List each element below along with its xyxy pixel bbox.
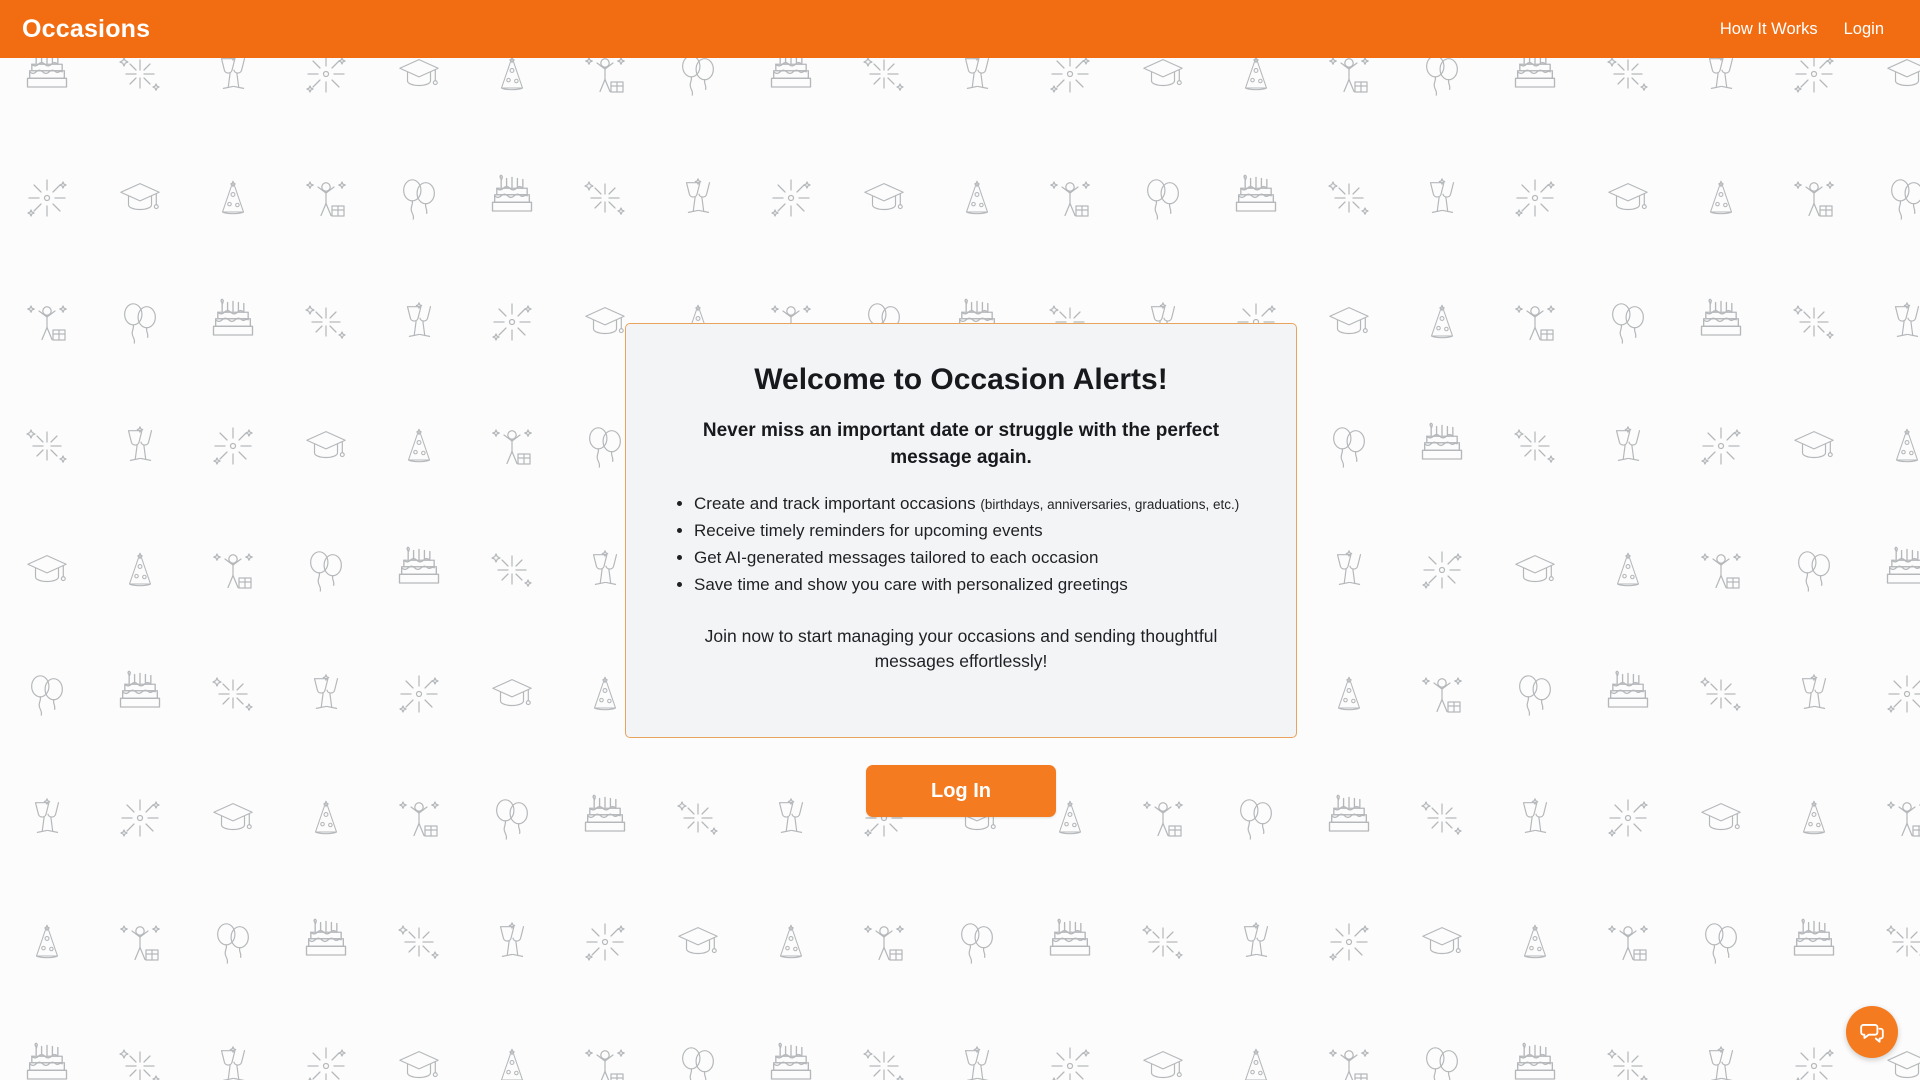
celebrating-person-icon: [1023, 143, 1116, 253]
graduation-cap-icon: [93, 143, 186, 253]
party-hat-icon: [1860, 391, 1920, 501]
nav-link-how-it-works[interactable]: How It Works: [1719, 19, 1818, 38]
graduation-cap-icon: [1674, 763, 1767, 873]
feature-note: (birthdays, anniversaries, graduations, etc.): [980, 497, 1240, 513]
party-hat-icon: [930, 143, 1023, 253]
balloons-icon: [651, 58, 744, 129]
cake-icon: [744, 1011, 837, 1080]
celebrating-person-icon: [837, 887, 930, 997]
sparkle-icon: [0, 391, 93, 501]
balloons-icon: [930, 887, 1023, 997]
cake-icon: [93, 639, 186, 749]
party-hat-icon: [186, 143, 279, 253]
celebrating-person-icon: [0, 267, 93, 377]
celebrating-person-icon: [1767, 143, 1860, 253]
sparkle-icon: [1395, 763, 1488, 873]
celebrating-person-icon: [558, 58, 651, 129]
fireworks-icon: [1581, 763, 1674, 873]
sparkle-icon: [1674, 639, 1767, 749]
champagne-toast-icon: [1674, 58, 1767, 129]
list-item: [694, 545, 1260, 571]
cake-icon: [1674, 267, 1767, 377]
graduation-cap-icon: [0, 515, 93, 625]
navbar-links: [1720, 20, 1898, 39]
cake-icon: [744, 58, 837, 129]
balloons-icon: [186, 887, 279, 997]
cake-icon: [372, 515, 465, 625]
brand-logo[interactable]: Occasions: [22, 14, 151, 43]
sparkle-icon: [1581, 58, 1674, 129]
party-hat-icon: [1209, 1011, 1302, 1080]
celebrating-person-icon: [1860, 763, 1920, 873]
feature-text: Get AI-generated messages tailored to each occasion: [694, 547, 1099, 567]
champagne-toast-icon: [1860, 267, 1920, 377]
fireworks-icon: [279, 1011, 372, 1080]
sparkle-icon: [837, 1011, 930, 1080]
party-hat-icon: [744, 887, 837, 997]
fireworks-icon: [186, 391, 279, 501]
balloons-icon: [1209, 763, 1302, 873]
champagne-toast-icon: [1674, 1011, 1767, 1080]
fireworks-icon: [1023, 1011, 1116, 1080]
party-hat-icon: [93, 515, 186, 625]
page-title: Welcome to Occasion Alerts!: [754, 363, 1168, 396]
fireworks-icon: [1767, 58, 1860, 129]
party-hat-icon: [1581, 515, 1674, 625]
cake-icon: [1488, 58, 1581, 129]
balloons-icon: [1860, 143, 1920, 253]
champagne-toast-icon: [186, 1011, 279, 1080]
celebrating-person-icon: [1395, 639, 1488, 749]
top-navbar: [0, 0, 1920, 58]
sparkle-icon: [651, 763, 744, 873]
celebrating-person-icon: [1674, 515, 1767, 625]
champagne-toast-icon: [1581, 391, 1674, 501]
cake-icon: [1023, 887, 1116, 997]
balloons-icon: [1395, 1011, 1488, 1080]
sparkle-icon: [1767, 267, 1860, 377]
party-hat-icon: [1395, 267, 1488, 377]
fireworks-icon: [1767, 1011, 1860, 1080]
balloons-icon: [372, 143, 465, 253]
sparkle-icon: [465, 515, 558, 625]
background-row: [0, 1004, 1920, 1080]
fireworks-icon: [1302, 887, 1395, 997]
list-item: [694, 491, 1260, 517]
sparkle-icon: [93, 1011, 186, 1080]
celebrating-person-icon: [186, 515, 279, 625]
list-item: [694, 572, 1260, 598]
fireworks-icon: [558, 887, 651, 997]
graduation-cap-icon: [651, 887, 744, 997]
cake-icon: [0, 58, 93, 129]
balloons-icon: [93, 267, 186, 377]
graduation-cap-icon: [1767, 391, 1860, 501]
party-hat-icon: [0, 887, 93, 997]
graduation-cap-icon: [1395, 887, 1488, 997]
balloons-icon: [1581, 267, 1674, 377]
graduation-cap-icon: [465, 639, 558, 749]
party-hat-icon: [372, 391, 465, 501]
graduation-cap-icon: [279, 391, 372, 501]
champagne-toast-icon: [930, 1011, 1023, 1080]
party-hat-icon: [1488, 887, 1581, 997]
sparkle-icon: [186, 639, 279, 749]
champagne-toast-icon: [651, 143, 744, 253]
balloons-icon: [1674, 887, 1767, 997]
sparkle-icon: [1488, 391, 1581, 501]
fireworks-icon: [93, 763, 186, 873]
cake-icon: [1767, 887, 1860, 997]
party-hat-icon: [1209, 58, 1302, 129]
chat-widget-button[interactable]: [1846, 1006, 1898, 1058]
balloons-icon: [0, 639, 93, 749]
balloons-icon: [651, 1011, 744, 1080]
fireworks-icon: [0, 143, 93, 253]
champagne-toast-icon: [372, 267, 465, 377]
graduation-cap-icon: [1302, 267, 1395, 377]
sparkle-icon: [558, 143, 651, 253]
fireworks-icon: [1023, 58, 1116, 129]
champagne-toast-icon: [93, 391, 186, 501]
sparkle-icon: [1116, 887, 1209, 997]
balloons-icon: [1488, 639, 1581, 749]
login-button[interactable]: Log In: [866, 765, 1056, 817]
cake-icon: [279, 887, 372, 997]
sparkle-icon: [372, 887, 465, 997]
champagne-toast-icon: [1209, 887, 1302, 997]
balloons-icon: [465, 763, 558, 873]
party-hat-icon: [465, 58, 558, 129]
graduation-cap-icon: [1581, 143, 1674, 253]
chat-bubble-icon: [1859, 1019, 1885, 1045]
cake-icon: [1302, 763, 1395, 873]
list-item: [694, 518, 1260, 544]
celebrating-person-icon: [279, 143, 372, 253]
cake-icon: [1860, 515, 1920, 625]
background-row: [0, 880, 1920, 1004]
fireworks-icon: [744, 143, 837, 253]
feature-list: [668, 491, 1260, 597]
party-hat-icon: [279, 763, 372, 873]
graduation-cap-icon: [186, 763, 279, 873]
balloons-icon: [1302, 391, 1395, 501]
champagne-toast-icon: [930, 58, 1023, 129]
celebrating-person-icon: [93, 887, 186, 997]
champagne-toast-icon: [279, 639, 372, 749]
feature-text: Create and track important occasions: [694, 494, 976, 514]
balloons-icon: [1767, 515, 1860, 625]
feature-text: Receive timely reminders for upcoming events: [694, 521, 1043, 541]
celebrating-person-icon: [1581, 887, 1674, 997]
fireworks-icon: [279, 58, 372, 129]
celebrating-person-icon: [1116, 763, 1209, 873]
champagne-toast-icon: [1395, 143, 1488, 253]
fireworks-icon: [1395, 515, 1488, 625]
welcome-card: [625, 323, 1297, 738]
party-hat-icon: [1302, 639, 1395, 749]
sparkle-icon: [93, 58, 186, 129]
cake-icon: [186, 267, 279, 377]
fireworks-icon: [1488, 143, 1581, 253]
champagne-toast-icon: [1767, 639, 1860, 749]
sparkle-icon: [1581, 1011, 1674, 1080]
cake-icon: [1488, 1011, 1581, 1080]
background-row: [0, 136, 1920, 260]
graduation-cap-icon: [372, 1011, 465, 1080]
champagne-toast-icon: [0, 763, 93, 873]
celebrating-person-icon: [1488, 267, 1581, 377]
party-hat-icon: [1674, 143, 1767, 253]
graduation-cap-icon: [1860, 58, 1920, 129]
cake-icon: [558, 763, 651, 873]
champagne-toast-icon: [465, 887, 558, 997]
fireworks-icon: [372, 639, 465, 749]
celebrating-person-icon: [465, 391, 558, 501]
fireworks-icon: [1860, 639, 1920, 749]
balloons-icon: [1116, 143, 1209, 253]
cake-icon: [0, 1011, 93, 1080]
balloons-icon: [279, 515, 372, 625]
sparkle-icon: [1860, 887, 1920, 997]
sparkle-icon: [837, 58, 930, 129]
champagne-toast-icon: [1302, 515, 1395, 625]
nav-link-login[interactable]: Login: [1843, 19, 1884, 38]
graduation-cap-icon: [837, 143, 930, 253]
graduation-cap-icon: [1116, 58, 1209, 129]
sparkle-icon: [1302, 143, 1395, 253]
join-prompt: Join now to start managing your occasions and sending thoughtful messages effortlessly!: [704, 625, 1218, 671]
background-row: [0, 58, 1920, 136]
party-hat-icon: [465, 1011, 558, 1080]
fireworks-icon: [465, 267, 558, 377]
celebrating-person-icon: [1302, 58, 1395, 129]
graduation-cap-icon: [1116, 1011, 1209, 1080]
celebrating-person-icon: [1302, 1011, 1395, 1080]
party-hat-icon: [1767, 763, 1860, 873]
graduation-cap-icon: [1488, 515, 1581, 625]
cake-icon: [1209, 143, 1302, 253]
fireworks-icon: [1674, 391, 1767, 501]
card-subtitle: Never miss an important date or struggle with the perfect message again.: [702, 420, 1220, 468]
celebrating-person-icon: [558, 1011, 651, 1080]
champagne-toast-icon: [744, 763, 837, 873]
cake-icon: [465, 143, 558, 253]
champagne-toast-icon: [1488, 763, 1581, 873]
sparkle-icon: [279, 267, 372, 377]
balloons-icon: [1395, 58, 1488, 129]
feature-text: Save time and show you care with personalized greetings: [694, 574, 1128, 594]
cake-icon: [1395, 391, 1488, 501]
graduation-cap-icon: [372, 58, 465, 129]
champagne-toast-icon: [186, 58, 279, 129]
cake-icon: [1581, 639, 1674, 749]
celebrating-person-icon: [372, 763, 465, 873]
